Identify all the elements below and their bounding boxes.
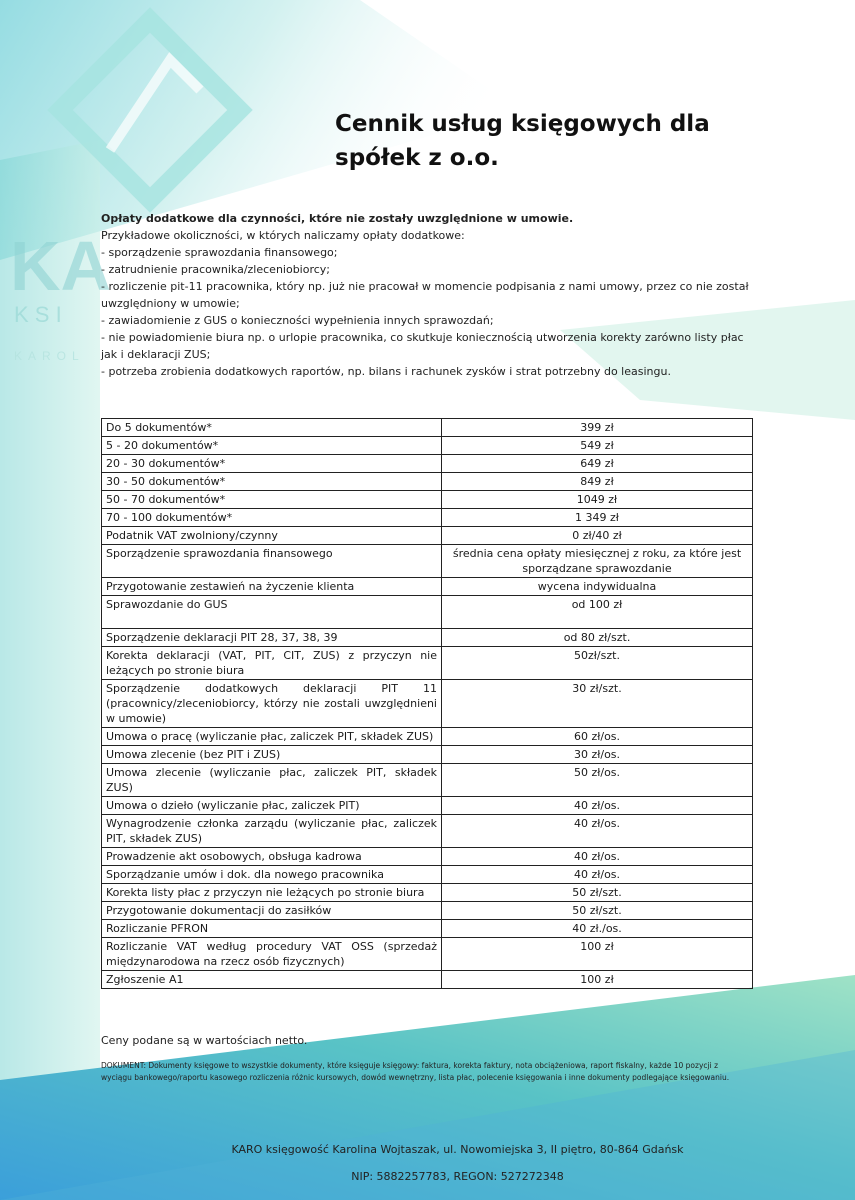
price-cell: 30 zł/szt. bbox=[442, 680, 753, 728]
price-cell: 849 zł bbox=[442, 473, 753, 491]
intro-line: - zawiadomienie z GUS o konieczności wypełnienia innych sprawozdań; bbox=[101, 314, 494, 327]
table-row bbox=[102, 728, 753, 746]
intro-line: - rozliczenie pit-11 pracownika, który np. już nie pracował w momencie podpisania z nami umowy, przez co nie został uwzględniony w umowie; bbox=[101, 280, 749, 310]
service-name-cell: Korekta listy płac z przyczyn nie leżących po stronie biura bbox=[102, 884, 442, 902]
service-name-cell: Sporządzenie deklaracji PIT 28, 37, 38, 39 bbox=[102, 629, 442, 647]
logo-text-big: KA bbox=[10, 227, 112, 305]
price-cell: 40 zł/os. bbox=[442, 848, 753, 866]
service-name-cell: Do 5 dokumentów* bbox=[102, 419, 442, 437]
table-row bbox=[102, 866, 753, 884]
document-footnote: DOKUMENT: Dokumenty księgowe to wszystkie dokumenty, które księguje księgowy: faktura, korekta faktury, nota obciążeniowa, raport fiskalny, każde 10 pozycji z wyciągu bankowego/raportu kasowego rozliczenia różnic kursowych, dowód wewnętrzny, lista płac, polecenie księgowania i inne dokumenty podlegające księgowaniu. bbox=[101, 1061, 730, 1082]
table-row bbox=[102, 437, 753, 455]
intro-line: - zatrudnienie pracownika/zleceniobiorcy; bbox=[101, 263, 331, 276]
intro-line: - nie powiadomienie biura np. o urlopie pracownika, co skutkuje koniecznością utworzenia korekty zarówno listy płac jak i deklaracji ZUS; bbox=[101, 331, 744, 361]
service-name-cell: Przygotowanie zestawień na życzenie klienta bbox=[102, 578, 442, 596]
service-name-cell: 5 - 20 dokumentów* bbox=[102, 437, 442, 455]
service-name-cell: Korekta deklaracji (VAT, PIT, CIT, ZUS) z przyczyn nie leżących po stronie biura bbox=[102, 647, 442, 680]
service-name-cell: Prowadzenie akt osobowych, obsługa kadrowa bbox=[102, 848, 442, 866]
table-row bbox=[102, 491, 753, 509]
price-cell: średnia cena opłaty miesięcznej z roku, za które jest sporządzane sprawozdanie bbox=[442, 545, 753, 578]
price-cell: 40 zł/os. bbox=[442, 866, 753, 884]
price-cell: 1049 zł bbox=[442, 491, 753, 509]
intro-line: Przykładowe okoliczności, w których naliczamy opłaty dodatkowe: bbox=[101, 229, 465, 242]
page-title bbox=[335, 107, 815, 175]
service-name-cell: Sporządzanie umów i dok. dla nowego pracownika bbox=[102, 866, 442, 884]
table-row bbox=[102, 902, 753, 920]
table-row bbox=[102, 596, 753, 629]
price-cell: 40 zł/os. bbox=[442, 797, 753, 815]
service-name-cell: Rozliczanie VAT według procedury VAT OSS (sprzedaż międzynarodowa na rzecz osób fizycznych) bbox=[102, 938, 442, 971]
table-row bbox=[102, 509, 753, 527]
table-row bbox=[102, 971, 753, 989]
service-name-cell: Rozliczanie PFRON bbox=[102, 920, 442, 938]
price-table bbox=[101, 418, 753, 989]
service-name-cell: Umowa zlecenie (bez PIT i ZUS) bbox=[102, 746, 442, 764]
service-name-cell: Sprawozdanie do GUS bbox=[102, 596, 442, 629]
price-cell: 549 zł bbox=[442, 437, 753, 455]
table-row bbox=[102, 527, 753, 545]
price-cell: 30 zł/os. bbox=[442, 746, 753, 764]
price-cell: 50 zł/szt. bbox=[442, 902, 753, 920]
price-cell: 60 zł/os. bbox=[442, 728, 753, 746]
table-row bbox=[102, 629, 753, 647]
price-cell: 100 zł bbox=[442, 938, 753, 971]
service-name-cell: 50 - 70 dokumentów* bbox=[102, 491, 442, 509]
service-name-cell: Umowa o pracę (wyliczanie płac, zaliczek PIT, składek ZUS) bbox=[102, 728, 442, 746]
intro-line: - sporządzenie sprawozdania finansowego; bbox=[101, 246, 338, 259]
intro-section bbox=[101, 210, 761, 380]
service-name-cell: Sporządzenie sprawozdania finansowego bbox=[102, 545, 442, 578]
price-cell: 0 zł/40 zł bbox=[442, 527, 753, 545]
price-cell: 399 zł bbox=[442, 419, 753, 437]
service-name-cell: Zgłoszenie A1 bbox=[102, 971, 442, 989]
service-name-cell: 70 - 100 dokumentów* bbox=[102, 509, 442, 527]
table-row bbox=[102, 920, 753, 938]
service-name-cell: Sporządzenie dodatkowych deklaracji PIT 11 (pracownicy/zleceniobiorcy, którzy nie zostali uwzględnieni w umowie) bbox=[102, 680, 442, 728]
title-line-2: spółek z o.o. bbox=[335, 145, 499, 171]
service-name-cell: Przygotowanie dokumentacji do zasiłków bbox=[102, 902, 442, 920]
service-name-cell: Umowa o dzieło (wyliczanie płac, zaliczek PIT) bbox=[102, 797, 442, 815]
table-row bbox=[102, 815, 753, 848]
price-cell: 1 349 zł bbox=[442, 509, 753, 527]
price-cell: 50zł/szt. bbox=[442, 647, 753, 680]
logo-text-small: KAROL bbox=[14, 349, 85, 363]
price-cell: 50 zł/szt. bbox=[442, 884, 753, 902]
price-cell: od 80 zł/szt. bbox=[442, 629, 753, 647]
title-line-1: Cennik usług księgowych dla bbox=[335, 111, 710, 137]
price-cell: od 100 zł bbox=[442, 596, 753, 629]
price-cell: 50 zł/os. bbox=[442, 764, 753, 797]
intro-lead: Opłaty dodatkowe dla czynności, które nie zostały uwzględnione w umowie. bbox=[101, 212, 574, 225]
price-cell: 100 zł bbox=[442, 971, 753, 989]
table-row bbox=[102, 473, 753, 491]
logo-text-mid: K S I bbox=[14, 302, 62, 327]
table-row bbox=[102, 848, 753, 866]
table-row bbox=[102, 455, 753, 473]
price-cell: 40 zł/os. bbox=[442, 815, 753, 848]
table-row bbox=[102, 764, 753, 797]
service-name-cell: Podatnik VAT zwolniony/czynny bbox=[102, 527, 442, 545]
table-row bbox=[102, 797, 753, 815]
footer-address: KARO księgowość Karolina Wojtaszak, ul. Nowomiejska 3, II piętro, 80-864 Gdańsk bbox=[231, 1143, 684, 1156]
price-cell: 649 zł bbox=[442, 455, 753, 473]
service-name-cell: 30 - 50 dokumentów* bbox=[102, 473, 442, 491]
price-cell: wycena indywidualna bbox=[442, 578, 753, 596]
price-cell: 40 zł./os. bbox=[442, 920, 753, 938]
service-name-cell: Umowa zlecenie (wyliczanie płac, zaliczek PIT, składek ZUS) bbox=[102, 764, 442, 797]
table-row bbox=[102, 545, 753, 578]
table-row bbox=[102, 746, 753, 764]
netto-note: Ceny podane są w wartościach netto. bbox=[101, 1034, 308, 1047]
service-name-cell: 20 - 30 dokumentów* bbox=[102, 455, 442, 473]
table-row bbox=[102, 680, 753, 728]
service-name-cell: Wynagrodzenie członka zarządu (wyliczanie płac, zaliczek PIT, składek ZUS) bbox=[102, 815, 442, 848]
table-row bbox=[102, 884, 753, 902]
table-row bbox=[102, 938, 753, 971]
intro-line: - potrzeba zrobienia dodatkowych raportów, np. bilans i rachunek zysków i strat potrzebny do leasingu. bbox=[101, 365, 671, 378]
table-row bbox=[102, 647, 753, 680]
price-table-body bbox=[102, 419, 753, 989]
table-row bbox=[102, 419, 753, 437]
footer-ids: NIP: 5882257783, REGON: 527272348 bbox=[351, 1170, 564, 1183]
table-row bbox=[102, 578, 753, 596]
